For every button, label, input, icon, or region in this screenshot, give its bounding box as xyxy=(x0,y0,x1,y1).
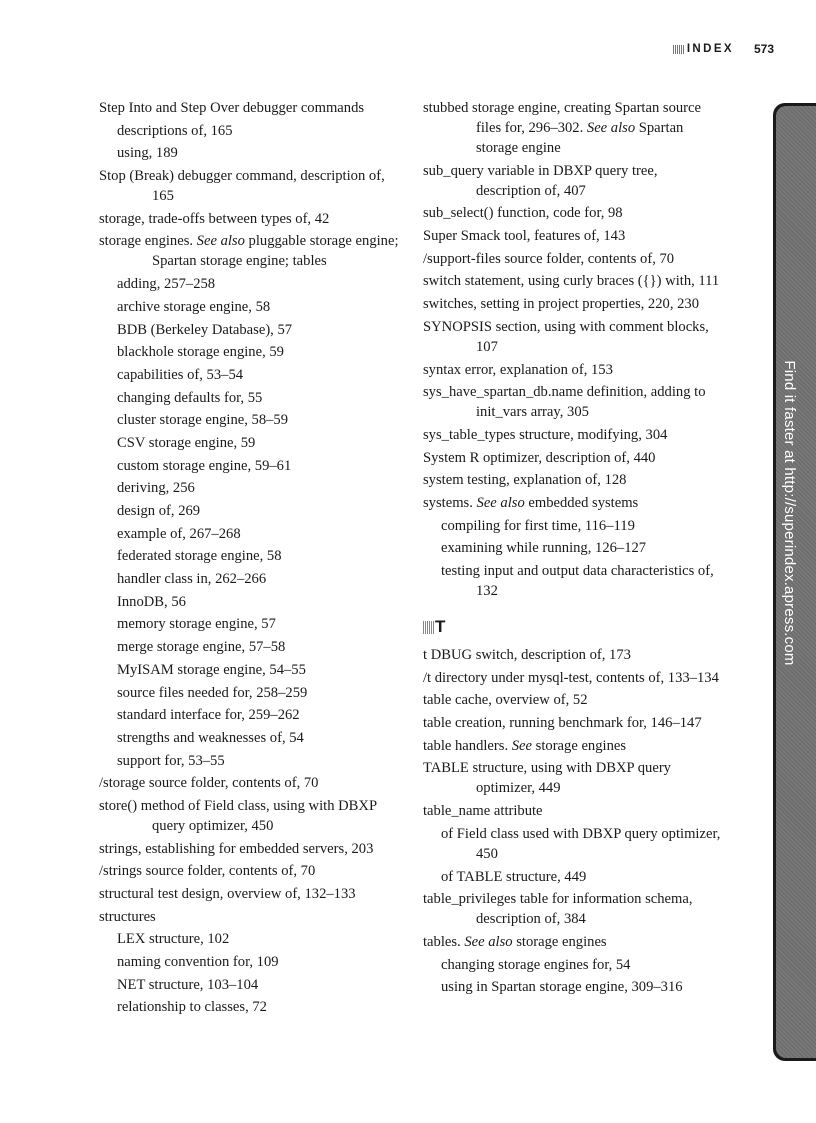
index-subentry xyxy=(99,478,399,498)
entry-text: blackhole storage engine, 59 xyxy=(117,344,284,361)
index-subentry xyxy=(99,143,399,163)
index-entry xyxy=(99,861,399,881)
section-heading-t xyxy=(423,617,723,637)
entry-text: archive storage engine, 58 xyxy=(117,298,271,315)
entry-text: sub_query variable in DBXP query tree, description of, 407 xyxy=(423,162,658,199)
section-letter: T xyxy=(435,617,446,636)
entry-text: storage, trade-offs between types of, 42 xyxy=(99,210,330,227)
index-entries-t xyxy=(423,645,723,997)
index-subentry xyxy=(99,683,399,703)
index-entry xyxy=(99,796,399,836)
cross-reference-target: embedded systems xyxy=(524,494,639,511)
entry-text: memory storage engine, 57 xyxy=(117,616,276,633)
entry-text: table_name attribute xyxy=(423,803,543,820)
entry-text: InnoDB, 56 xyxy=(117,593,186,610)
index-entry xyxy=(423,801,723,821)
index-subentry xyxy=(99,751,399,771)
entry-text: adding, 257–258 xyxy=(117,276,216,293)
index-entry xyxy=(99,907,399,927)
entry-text: sys_have_spartan_db.name definition, adding to init_vars array, 305 xyxy=(423,384,706,421)
entry-text: /support-files source folder, contents of, 70 xyxy=(423,250,675,267)
index-entry xyxy=(99,166,399,206)
entry-text: CSV storage engine, 59 xyxy=(117,434,256,451)
index-entry xyxy=(423,382,723,422)
header-section-label: INDEX xyxy=(686,43,734,55)
cross-reference-label: See also xyxy=(464,933,513,950)
index-subentry xyxy=(99,365,399,385)
entry-text: Stop (Break) debugger command, description of, 165 xyxy=(99,168,385,205)
entry-text: LEX structure, 102 xyxy=(117,931,230,948)
index-subentry xyxy=(99,297,399,317)
entry-text: capabilities of, 53–54 xyxy=(117,366,244,383)
entry-text: store() method of Field class, using with DBXP query optimizer, 450 xyxy=(99,797,377,834)
entry-text: table cache, overview of, 52 xyxy=(423,692,588,709)
index-entry xyxy=(99,209,399,229)
entry-text: MyISAM storage engine, 54–55 xyxy=(117,661,306,678)
entry-text: syntax error, explanation of, 153 xyxy=(423,361,613,378)
entry-text: systems. xyxy=(423,494,477,511)
index-entry xyxy=(423,425,723,445)
entry-text: using, 189 xyxy=(117,145,178,162)
entry-text: custom storage engine, 59–61 xyxy=(117,457,292,474)
entry-text: of Field class used with DBXP query optimizer, 450 xyxy=(441,825,721,862)
cross-reference-label: See also xyxy=(586,120,636,136)
index-entry xyxy=(99,884,399,904)
index-entry xyxy=(423,736,723,756)
entry-text: Super Smack tool, features of, 143 xyxy=(423,228,626,245)
index-subentry xyxy=(99,660,399,680)
index-subentry xyxy=(99,637,399,657)
entry-text: cluster storage engine, 58–59 xyxy=(117,412,289,429)
index-entry xyxy=(423,249,723,269)
index-subentry xyxy=(423,867,723,887)
index-subentry xyxy=(99,546,399,566)
index-entries-s xyxy=(423,98,723,601)
index-subentry xyxy=(99,121,399,141)
entry-text: strings, establishing for embedded servers, 203 xyxy=(99,840,374,857)
index-entry xyxy=(423,448,723,468)
index-subentry xyxy=(99,274,399,294)
index-entry xyxy=(423,226,723,246)
entry-text: changing storage engines for, 54 xyxy=(441,956,631,973)
index-entry xyxy=(99,773,399,793)
entry-text: structural test design, overview of, 132–133 xyxy=(99,886,356,902)
entry-text: source files needed for, 258–259 xyxy=(117,684,308,701)
entry-text: using in Spartan storage engine, 309–316 xyxy=(441,979,683,996)
index-entry xyxy=(423,470,723,490)
entry-text: switch statement, using curly braces ({}) with, 111 xyxy=(423,273,720,290)
index-entry xyxy=(99,839,399,859)
entry-text: design of, 269 xyxy=(117,503,201,519)
entry-text: /storage source folder, contents of, 70 xyxy=(99,775,319,792)
index-entry xyxy=(423,758,723,798)
entry-text: of TABLE structure, 449 xyxy=(441,868,587,885)
cross-reference-label: See also xyxy=(196,233,245,250)
entry-text: naming convention for, 109 xyxy=(117,954,279,971)
entry-text: SYNOPSIS section, using with comment blocks, 107 xyxy=(423,318,709,355)
index-subentry xyxy=(99,501,399,521)
index-subentry xyxy=(99,388,399,408)
cross-reference-target: storage engines xyxy=(512,933,607,950)
entry-text: handler class in, 262–266 xyxy=(117,571,267,588)
entry-text: table creation, running benchmark for, 146–147 xyxy=(423,715,702,732)
cross-reference-target: Spartan storage engine xyxy=(476,120,684,156)
entry-text: changing defaults for, 55 xyxy=(117,389,263,406)
index-entry xyxy=(99,231,399,271)
entry-text: /strings source folder, contents of, 70 xyxy=(99,863,316,880)
index-entry xyxy=(423,493,723,513)
entry-text: standard interface for, 259–262 xyxy=(117,707,300,724)
entry-text: deriving, 256 xyxy=(117,480,195,497)
index-subentry xyxy=(99,592,399,612)
index-entry xyxy=(423,690,723,710)
index-subentry xyxy=(99,975,399,995)
index-entry xyxy=(423,203,723,223)
index-entry xyxy=(423,161,723,201)
entry-text: stubbed storage engine, creating Spartan source files for, 296–302. xyxy=(423,100,701,136)
index-entry xyxy=(423,645,723,665)
index-entry xyxy=(423,668,723,688)
cross-reference-target: storage engines xyxy=(532,737,627,754)
index-subentry xyxy=(99,433,399,453)
entry-text: compiling for first time, 116–119 xyxy=(441,517,635,534)
index-subentry xyxy=(99,997,399,1017)
entry-text: merge storage engine, 57–58 xyxy=(117,639,286,656)
entry-text: tables. xyxy=(423,933,465,950)
entry-text: System R optimizer, description of, 440 xyxy=(423,449,656,466)
entry-text: system testing, explanation of, 128 xyxy=(423,472,627,489)
index-subentry xyxy=(99,410,399,430)
entry-text: structures xyxy=(99,908,156,925)
entry-text: descriptions of, 165 xyxy=(117,122,233,139)
index-subentry xyxy=(99,728,399,748)
entry-text: Step Into and Step Over debugger commands xyxy=(99,100,365,116)
index-subentry xyxy=(423,977,723,997)
index-subentry xyxy=(423,824,723,864)
index-subentry xyxy=(99,952,399,972)
index-entry xyxy=(423,360,723,380)
index-subentry xyxy=(99,569,399,589)
thumb-index-tab xyxy=(773,103,816,1061)
index-subentry xyxy=(99,929,399,949)
index-subentry xyxy=(423,516,723,536)
index-entry xyxy=(99,98,399,118)
entry-text: switches, setting in project properties, 220, 230 xyxy=(423,296,700,313)
index-entry xyxy=(423,713,723,733)
index-subentry xyxy=(99,342,399,362)
entry-text: storage engines. xyxy=(99,233,197,250)
entry-text: example of, 267–268 xyxy=(117,525,241,542)
running-header xyxy=(673,42,774,56)
entry-text: BDB (Berkeley Database), 57 xyxy=(117,321,293,338)
index-subentry xyxy=(99,614,399,634)
entry-text: relationship to classes, 72 xyxy=(117,999,267,1016)
entry-text: table handlers. xyxy=(423,737,512,754)
page-number: 573 xyxy=(753,42,774,56)
section-bars-graphic xyxy=(423,621,434,634)
index-column-right xyxy=(423,98,723,1000)
index-subentry xyxy=(99,705,399,725)
entry-text: examining while running, 126–127 xyxy=(441,540,647,557)
index-entry xyxy=(423,98,723,158)
entry-text: TABLE structure, using with DBXP query optimizer, 449 xyxy=(423,760,671,797)
entry-text: /t directory under mysql-test, contents of, 133–134 xyxy=(423,669,719,686)
index-subentry xyxy=(423,561,723,601)
entry-text: table_privileges table for information schema, description of, 384 xyxy=(423,891,693,928)
index-entry xyxy=(423,932,723,952)
index-subentry xyxy=(423,955,723,975)
header-bars-graphic xyxy=(673,45,685,54)
index-entry xyxy=(423,889,723,929)
index-column-left xyxy=(99,98,399,1020)
entry-text: testing input and output data characteristics of, 132 xyxy=(441,563,714,599)
entry-text: strengths and weaknesses of, 54 xyxy=(117,729,304,746)
index-entry xyxy=(423,294,723,314)
index-subentry xyxy=(423,538,723,558)
index-entry xyxy=(423,271,723,291)
index-subentry xyxy=(99,320,399,340)
entry-text: sys_table_types structure, modifying, 304 xyxy=(423,426,668,443)
entry-text: sub_select() function, code for, 98 xyxy=(423,205,623,222)
entry-text: federated storage engine, 58 xyxy=(117,548,282,565)
entry-text: NET structure, 103–104 xyxy=(117,976,259,993)
index-entry xyxy=(423,317,723,357)
entry-text: support for, 53–55 xyxy=(117,752,225,769)
cross-reference-label: See also xyxy=(476,494,525,511)
thumb-index-tab-text: Find it faster at http://superindex.apress.com xyxy=(781,360,798,666)
entry-text: t DBUG switch, description of, 173 xyxy=(423,647,631,663)
index-subentry xyxy=(99,456,399,476)
cross-reference-label: See xyxy=(511,737,533,754)
index-subentry xyxy=(99,524,399,544)
cross-reference-target: pluggable storage engine; Spartan storage engine; tables xyxy=(152,233,399,270)
